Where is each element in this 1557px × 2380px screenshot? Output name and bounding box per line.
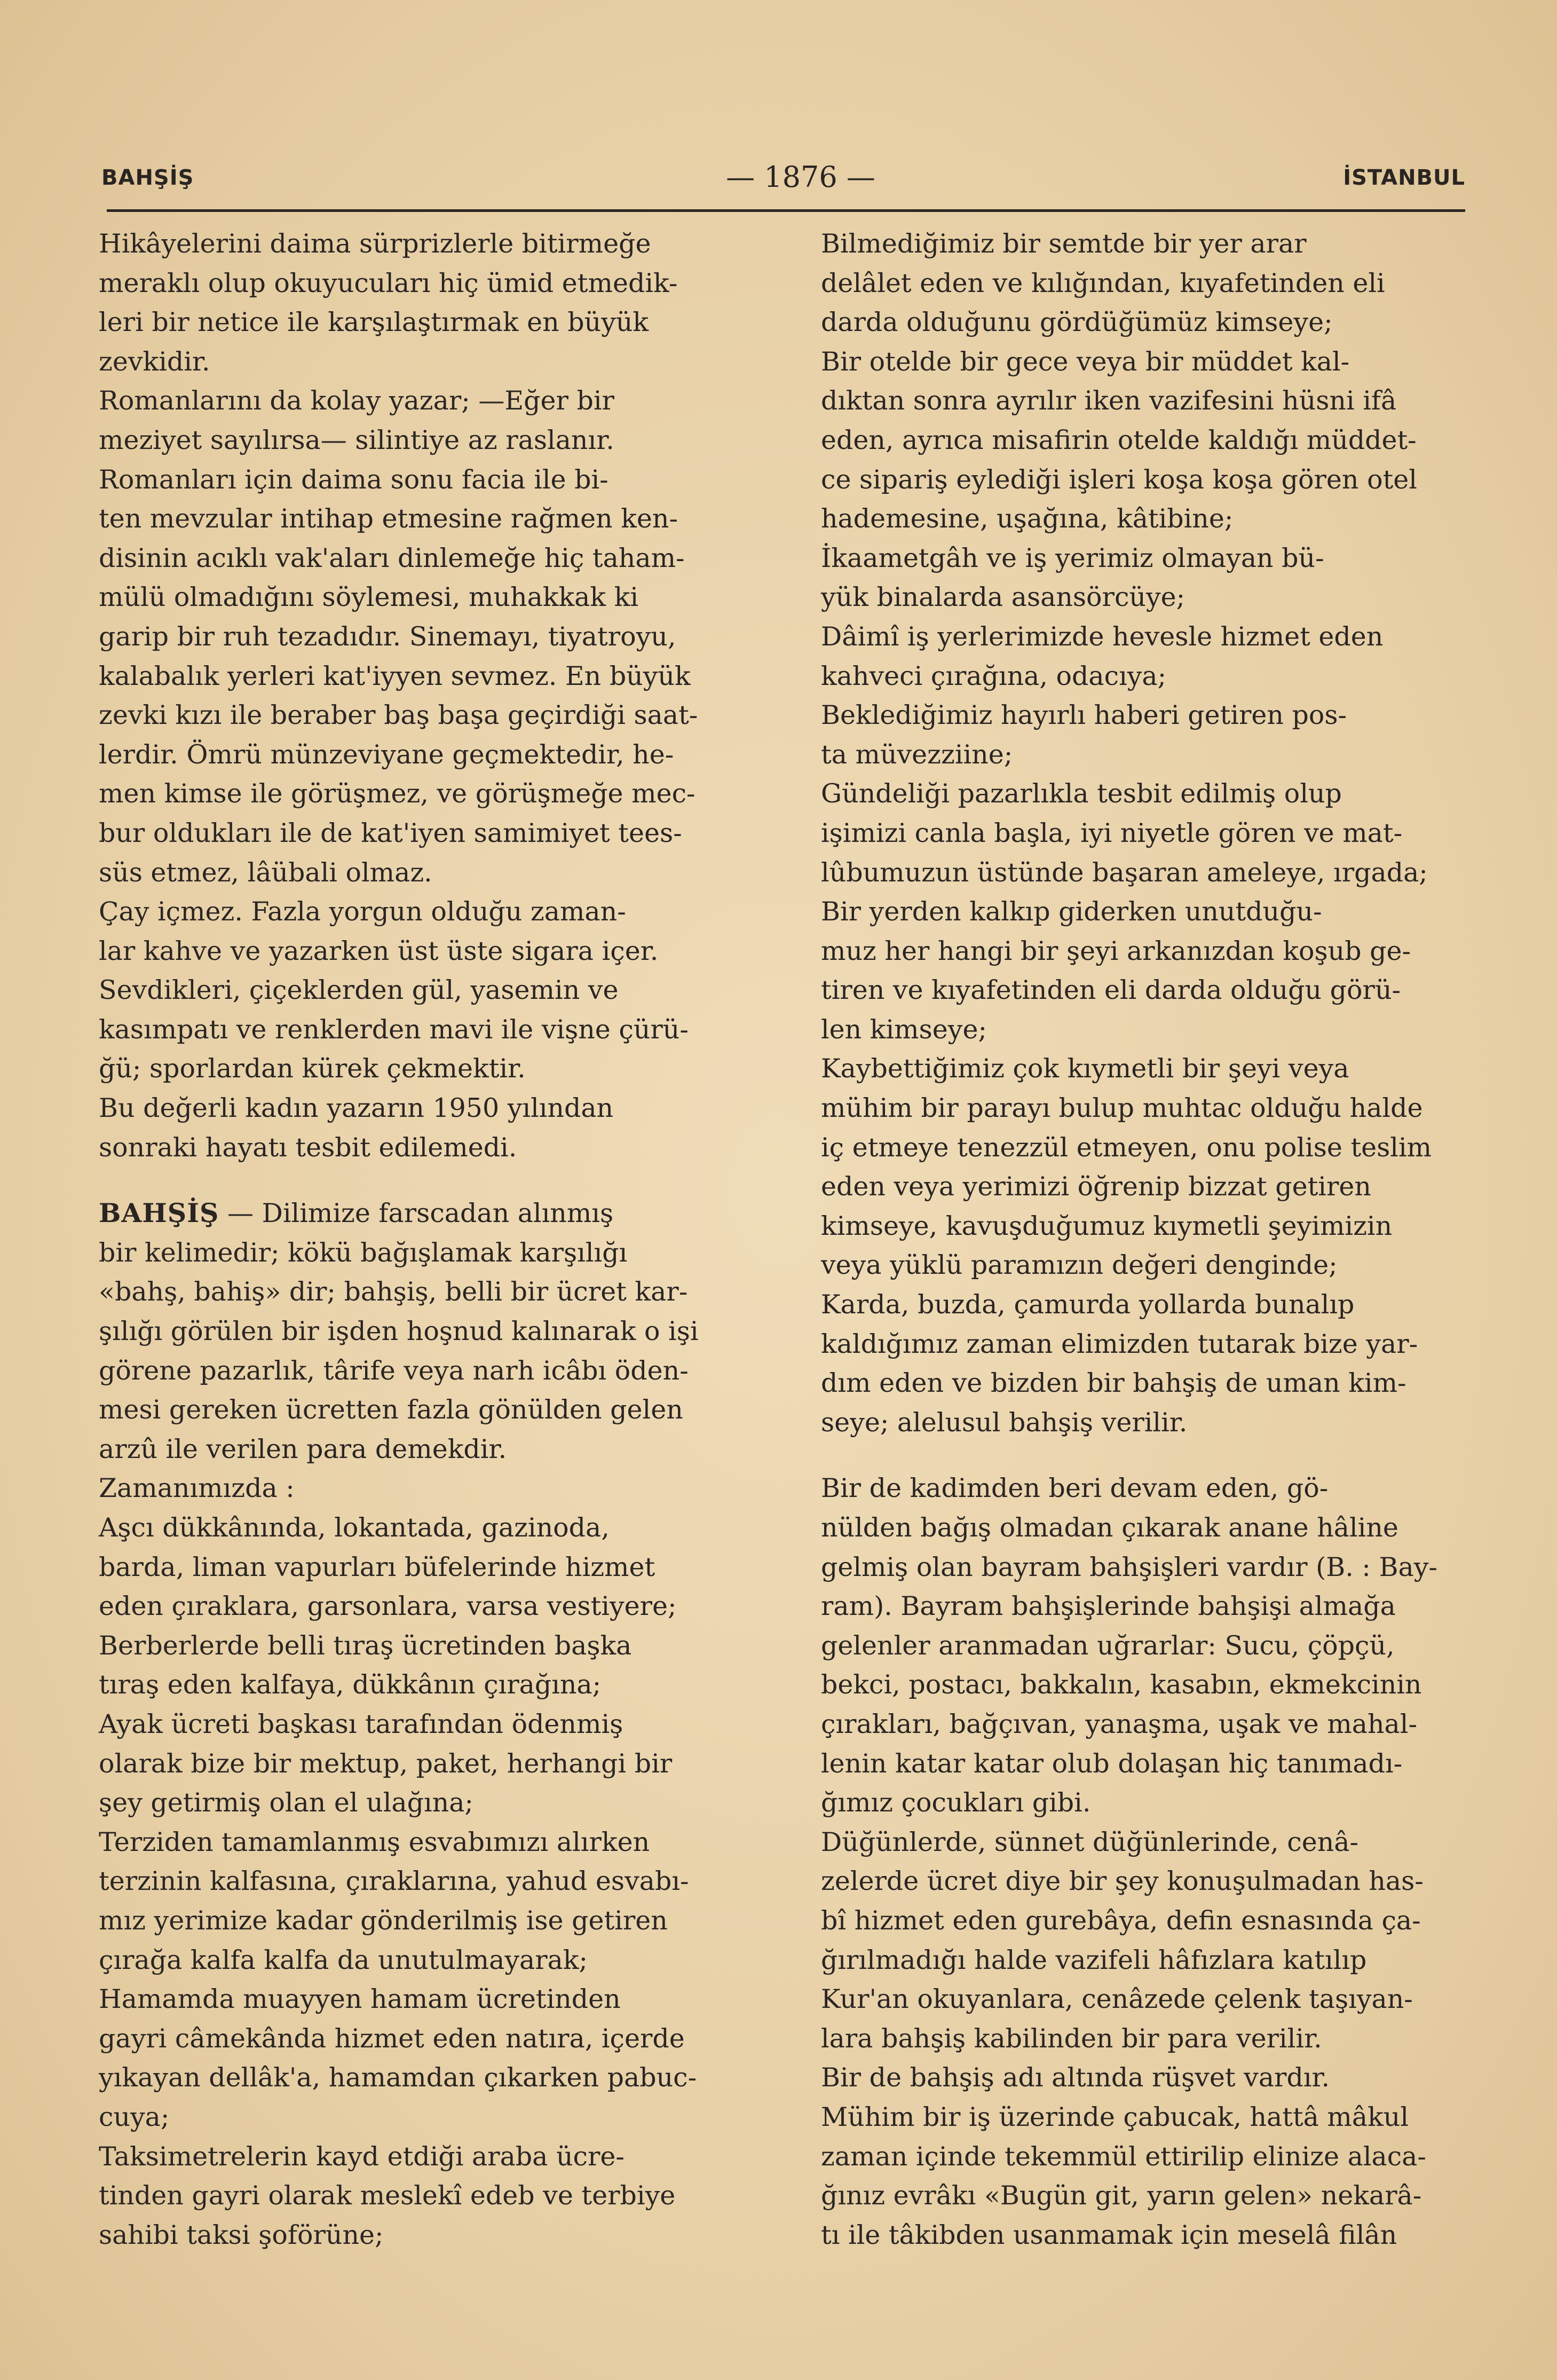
paragraph: Berberlerde belli tıraş ücretinden başka tıraş eden kalfaya, dükkânın çırağına; bbox=[99, 1630, 632, 1700]
page-number: — 1876 — bbox=[726, 160, 875, 194]
left-column bbox=[99, 224, 745, 2255]
paragraph: Bir de bahşiş adı altında rüşvet vardır. Mühim bir iş üzerinde çabucak, hattâ mâkul zaman içinde tekemmül ettirilip elinize alaca- ğınız evrâkı «Bugün git, yarın gelen» nekarâ- tı ile tâkibden usanmamak için meselâ filân bbox=[821, 2062, 1426, 2250]
paragraph: Çay içmez. Fazla yorgun olduğu zaman- lar kahve ve yazarken üst üste sigara içer. bbox=[99, 896, 659, 966]
paragraph: İkaametgâh ve iş yerimiz olmayan bü- yük binalarda asansörcüye; bbox=[821, 542, 1324, 613]
header-rule bbox=[107, 209, 1465, 212]
paragraph: Bilmediğimiz bir semtde bir yer arar delâlet eden ve kılığından, kıyafetinden eli darda olduğunu gördüğümüz kimseye; bbox=[821, 228, 1385, 338]
paragraph: Romanlarını da kolay yazar; —Eğer bir meziyet sayılırsa— silintiye az raslanır. bbox=[99, 385, 614, 455]
paragraph: Beklediğimiz hayırlı haberi getiren pos- ta müvezziine; bbox=[821, 700, 1347, 770]
paragraph: Terziden tamamlanmış esvabımızı alırken terzinin kalfasına, çıraklarına, yahud esvabı- mız yerimize kadar gönderilmiş ise getiren çırağa kalfa kalfa da unutulmayarak; bbox=[99, 1826, 689, 1975]
paragraph: Hamamda muayyen hamam ücretinden gayri câmekânda hizmet eden natıra, içerde yıkayan dellâk'a, hamamdan çıkarken pabuc- cuya; bbox=[99, 1984, 697, 2132]
paragraph: Hikâyelerini daima sürprizlerle bitirmeğe meraklı olup okuyucuları hiç ümid etmedik- leri bir netice ile karşılaştırmak en büyük zevkidir. bbox=[99, 228, 678, 377]
paragraph: Düğünlerde, sünnet düğünlerinde, cenâ- zelerde ücret diye bir şey konuşulmadan has- bî hizmet eden gurebâya, defin esnasında ça- ğırılmadığı halde vazifeli hâfızlara katılıp Kur'an okuyanlara, cenâzede çelenk taşıyan- lara bahşiş kabilinden bir para verilir. bbox=[821, 1826, 1424, 2054]
paragraph: Gündeliği pazarlıkla tesbit edilmiş olup işimizi canla başla, iyi niyetle gören ve mat- lûbumuzun üstünde başaran ameleye, ırgada; bbox=[821, 778, 1428, 888]
header-entry-title: BAHŞİŞ bbox=[101, 166, 194, 190]
paragraph: Dâimî iş yerlerimizde hevesle hizmet eden kahveci çırağına, odacıya; bbox=[821, 621, 1384, 691]
paragraph: Kaybettiğimiz çok kıymetli bir şeyi veya mühim bir parayı bulup muhtac olduğu halde iç etmeye tenezzül etmeyen, onu polise teslim eden veya yerimizi öğrenip bizzat getiren kimseye, kavuşduğumuz kıymetli şeyimizin veya yüklü paramızın değeri denginde; bbox=[821, 1053, 1432, 1281]
paragraph: Sevdikleri, çiçeklerden gül, yasemin ve kasımpatı ve renklerden mavi ile vişne çürü- ğü; sporlardan kürek çekmektir. bbox=[99, 975, 689, 1084]
header-publication: İSTANBUL bbox=[1343, 166, 1465, 190]
paragraph: Bir otelde bir gece veya bir müddet kal- dıktan sonra ayrılır iken vazifesini hüsni ifâ eden, ayrıca misafirin otelde kaldığı müddet- ce sipariş eylediği işleri koşa koşa gören otel hademesine, uşağına, kâtibine; bbox=[821, 346, 1417, 534]
paragraph: Ayak ücreti başkası tarafından ödenmiş olarak bize bir mektup, paket, herhangi bir şey getirmiş olan el ulağına; bbox=[99, 1708, 673, 1818]
paragraph: Zamanımızda : bbox=[99, 1473, 295, 1504]
paragraph: Aşcı dükkânında, lokantada, gazinoda, barda, liman vapurları büfelerinde hizmet eden çıraklara, garsonlara, varsa vestiyere; bbox=[99, 1512, 677, 1622]
right-column bbox=[821, 224, 1468, 2255]
paragraph: Bir yerden kalkıp giderken unutduğu- muz her hangi bir şeyi arkanızdan koşub ge- tiren ve kıyafetinden eli darda olduğu görü- len kimseye; bbox=[821, 896, 1411, 1045]
paragraph: Taksimetrelerin kayd etdiği araba ücre- tinden gayri olarak meslekî edeb ve terbiye sahibi taksi şoförüne; bbox=[99, 2141, 676, 2250]
running-header bbox=[101, 160, 1465, 203]
paragraph: Bu değerli kadın yazarın 1950 yılından sonraki hayatı tesbit edilemedi. bbox=[99, 1093, 614, 1163]
paragraph: Bir de kadimden beri devam eden, gö- nülden bağış olmadan çıkarak anane hâline gelmiş olan bayram bahşişleri vardır (B. : Bay- ram). Bayram bahşişlerinde bahşişi almağa gelenler aranmadan uğrarlar: Sucu, çöpçü, bekci, postacı, bakkalın, kasabın, ekmekcinin çırakları, bağçıvan, yanaşma, uşak ve mahal- lenin katar katar olub dolaşan hiç tanımadı- ğımız çocukları gibi. bbox=[821, 1473, 1437, 1818]
entry-term: BAHŞİŞ bbox=[99, 1197, 219, 1229]
paragraph: Karda, buzda, çamurda yollarda bunalıp kaldığımız zaman elimizden tutarak bize yar- dım eden ve bizden bir bahşiş de uman kim- seye; alelusul bahşiş verilir. bbox=[821, 1289, 1418, 1438]
paragraph: Romanları için daima sonu facia ile bi- ten mevzular intihap etmesine rağmen ken- disinin acıklı vak'aları dinlemeğe hiç taham- mülü olmadığını söylemesi, muhakkak ki garip bir ruh tezadıdır. Sinemayı, tiyatroyu, kalabalık yerleri kat'iyyen sevmez. En büyük zevki kızı ile beraber baş başa geçirdiği saat- lerdir. Ömrü münzeviyane geçmektedir, he- men kimse ile görüşmez, ve görüşmeğe mec- bur oldukları ile de kat'iyen samimiyet tees- süs etmez, lâübali olmaz. bbox=[99, 464, 698, 888]
entry-definition: — Dilimize farscadan alınmış bir kelimedir; kökü bağışlamak karşılığı «bahş, bahiş» dir; bahşiş, belli bir ücret kar- şılığı görülen bir işden hoşnud kalınarak o işi görene pazarlık, târife veya narh icâbı öden- mesi gereken ücretten fazla gönülden gelen arzû ile verilen para demekdir. bbox=[99, 1198, 699, 1464]
entry-paragraph bbox=[99, 1194, 745, 1469]
